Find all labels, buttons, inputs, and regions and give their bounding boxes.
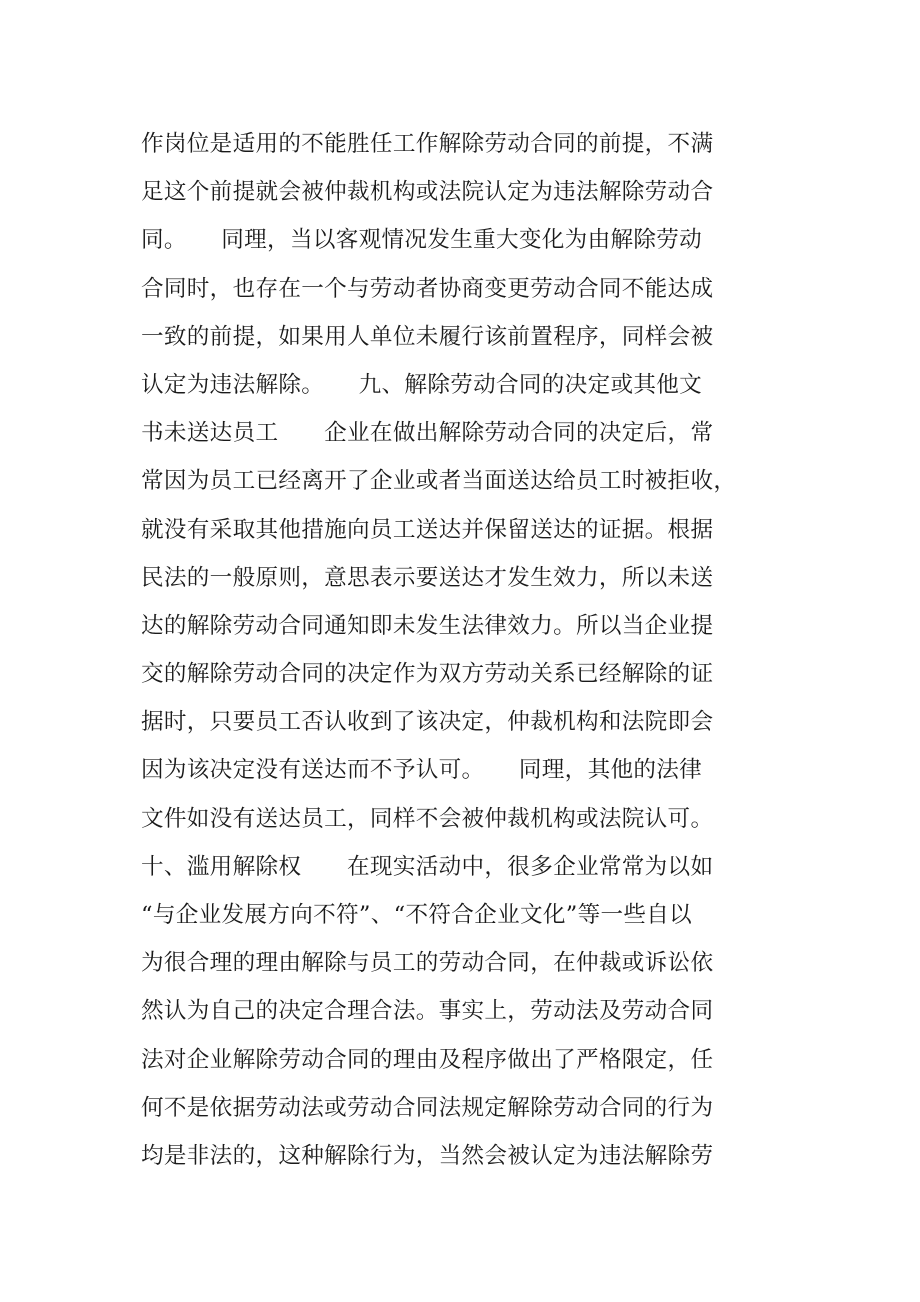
body-text xyxy=(141,120,781,1180)
text-line: 书未送达员工 企业在做出解除劳动合同的决定后，常 xyxy=(141,420,714,447)
text-line: 何不是依据劳动法或劳动合同法规定解除劳动合同的行为 xyxy=(141,1094,714,1121)
text-line: 十、滥用解除权 在现实活动中，很多企业常常为以如 xyxy=(141,853,714,880)
text-line: 据时，只要员工否认收到了该决定，仲裁机构和法院即会 xyxy=(141,709,714,736)
text-line: 一致的前提，如果用人单位未履行该前置程序，同样会被 xyxy=(141,323,714,350)
text-line: 就没有采取其他措施向员工送达并保留送达的证据。根据 xyxy=(141,516,714,543)
text-line: 然认为自己的决定合理合法。事实上，劳动法及劳动合同 xyxy=(141,998,714,1025)
text-line: 认定为违法解除。 九、解除劳动合同的决定或其他文 xyxy=(141,371,703,398)
text-line: 法对企业解除劳动合同的理由及程序做出了严格限定，任 xyxy=(141,1046,714,1073)
text-line: 均是非法的，这种解除行为，当然会被认定为违法解除劳 xyxy=(141,1142,714,1169)
text-line: 作岗位是适用的不能胜任工作解除劳动合同的前提，不满 xyxy=(141,131,714,157)
text-line: 为很合理的理由解除与员工的劳动合同，在仲裁或诉讼依 xyxy=(141,950,714,977)
text-line: 同。 同理，当以客观情况发生重大变化为由解除劳动 xyxy=(141,227,703,254)
text-line: 合同时，也存在一个与劳动者协商变更劳动合同不能达成 xyxy=(141,275,714,302)
text-line: “与企业发展方向不符”、“不符合企业文化”等一些自以 xyxy=(141,902,693,928)
text-line: 文件如没有送达员工，同样不会被仲裁机构或法院认可。 xyxy=(141,805,714,832)
text-line: 因为该决定没有送达而不予认可。 同理，其他的法律 xyxy=(141,757,703,784)
text-line: 民法的一般原则，意思表示要送达才发生效力，所以未送 xyxy=(141,564,714,591)
text-line: 达的解除劳动合同通知即未发生法律效力。所以当企业提 xyxy=(141,612,714,639)
text-line: 交的解除劳动合同的决定作为双方劳动关系已经解除的证 xyxy=(141,661,714,688)
text-line: 常因为员工已经离开了企业或者当面送达给员工时被拒收， xyxy=(141,468,737,495)
text-line: 足这个前提就会被仲裁机构或法院认定为违法解除劳动合 xyxy=(141,179,714,206)
